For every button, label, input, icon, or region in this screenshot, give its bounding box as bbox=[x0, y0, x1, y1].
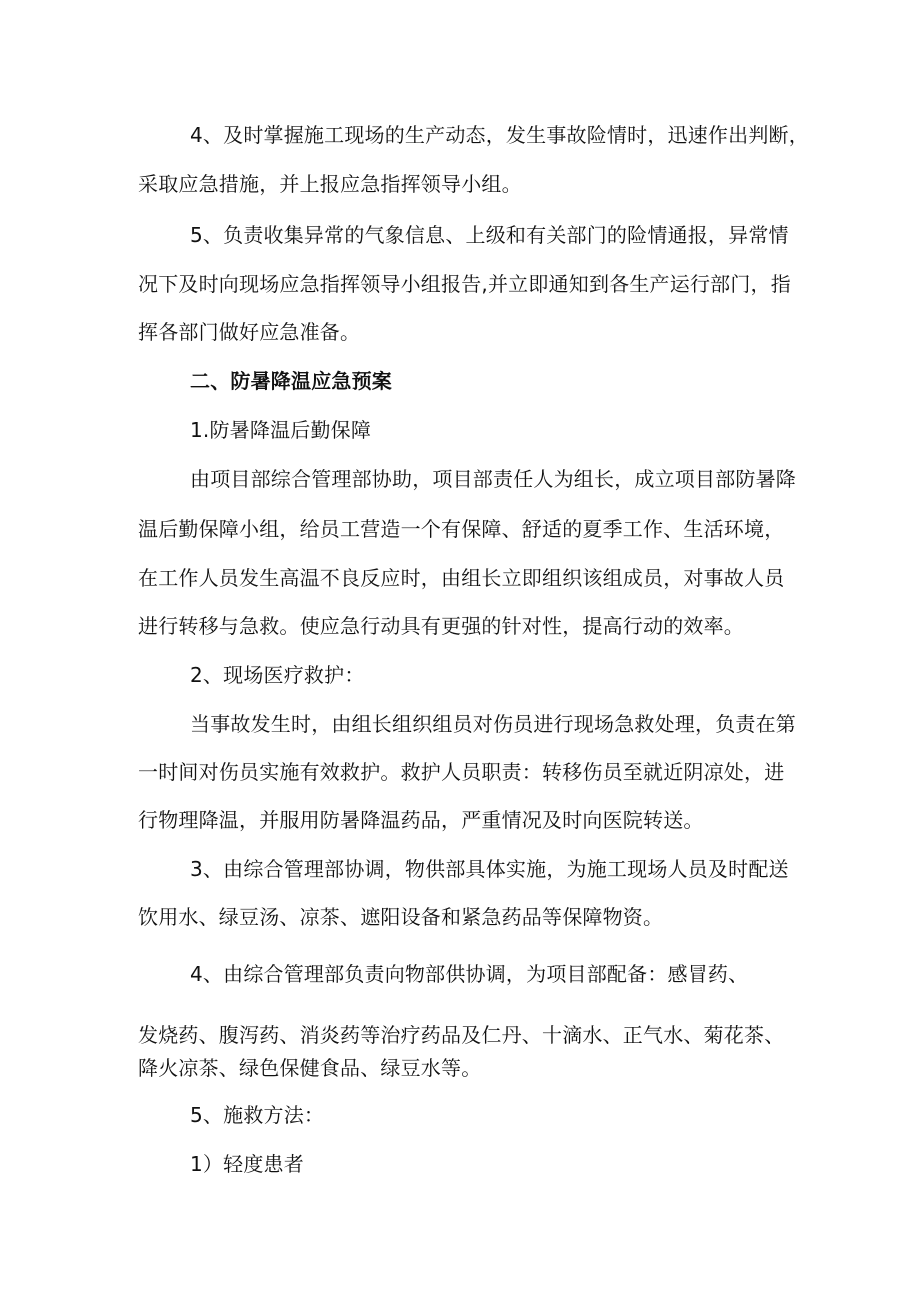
paragraph-4-line-2: 采取应急措施，并上报应急指挥领导小组。 bbox=[138, 172, 522, 196]
subheading-2: 2、现场医疗救护： bbox=[190, 663, 365, 687]
mild-patient-heading: 1）轻度患者 bbox=[190, 1152, 304, 1176]
medicine-paragraph-line-1: 4、由综合管理部负责向物部供协调，为项目部配备：感冒药、 bbox=[190, 962, 749, 986]
subheading-1: 1.防暑降温后勤保障 bbox=[190, 418, 372, 442]
paragraph-4-line-1: 4、及时掌握施工现场的生产动态，发生事故险情时，迅速作出判断， bbox=[190, 123, 809, 147]
medicine-paragraph-line-3: 降火凉茶、绿色保健食品、绿豆水等。 bbox=[138, 1056, 482, 1080]
logistics-paragraph-line-2: 温后勤保障小组，给员工营造一个有保障、舒适的夏季工作、生活环境， bbox=[138, 517, 785, 541]
subheading-5: 5、施救方法： bbox=[190, 1103, 325, 1127]
section-heading: 二、防暑降温应急预案 bbox=[190, 369, 392, 393]
supplies-paragraph-line-1: 3、由综合管理部协调，物供部具体实施，为施工现场人员及时配送 bbox=[190, 857, 789, 881]
paragraph-5-line-2: 况下及时向现场应急指挥领导小组报告,并立即通知到各生产运行部门，指 bbox=[138, 272, 791, 296]
rescue-paragraph-line-2: 一时间对伤员实施有效救护。救护人员职责：转移伤员至就近阴凉处，进 bbox=[138, 760, 785, 784]
logistics-paragraph-line-3: 在工作人员发生高温不良反应时，由组长立即组织该组成员，对事故人员 bbox=[138, 566, 785, 590]
logistics-paragraph-line-4: 进行转移与急救。使应急行动具有更强的针对性，提高行动的效率。 bbox=[138, 614, 744, 638]
logistics-paragraph-line-1: 由项目部综合管理部协助，项目部责任人为组长，成立项目部防暑降 bbox=[190, 467, 796, 491]
rescue-paragraph-line-3: 行物理降温，并服用防暑降温药品，严重情况及时向医院转送。 bbox=[138, 808, 704, 832]
paragraph-5-line-3: 挥各部门做好应急准备。 bbox=[138, 320, 361, 344]
medicine-paragraph-line-2: 发烧药、腹泻药、消炎药等治疗药品及仁丹、十滴水、正气水、菊花茶、 bbox=[138, 1023, 785, 1047]
rescue-paragraph-line-1: 当事故发生时，由组长组织组员对伤员进行现场急救处理，负责在第 bbox=[190, 712, 796, 736]
paragraph-5-line-1: 5、负责收集异常的气象信息、上级和有关部门的险情通报，异常情 bbox=[190, 223, 789, 247]
supplies-paragraph-line-2: 饮用水、绿豆汤、凉茶、遮阳设备和紧急药品等保障物资。 bbox=[138, 905, 664, 929]
